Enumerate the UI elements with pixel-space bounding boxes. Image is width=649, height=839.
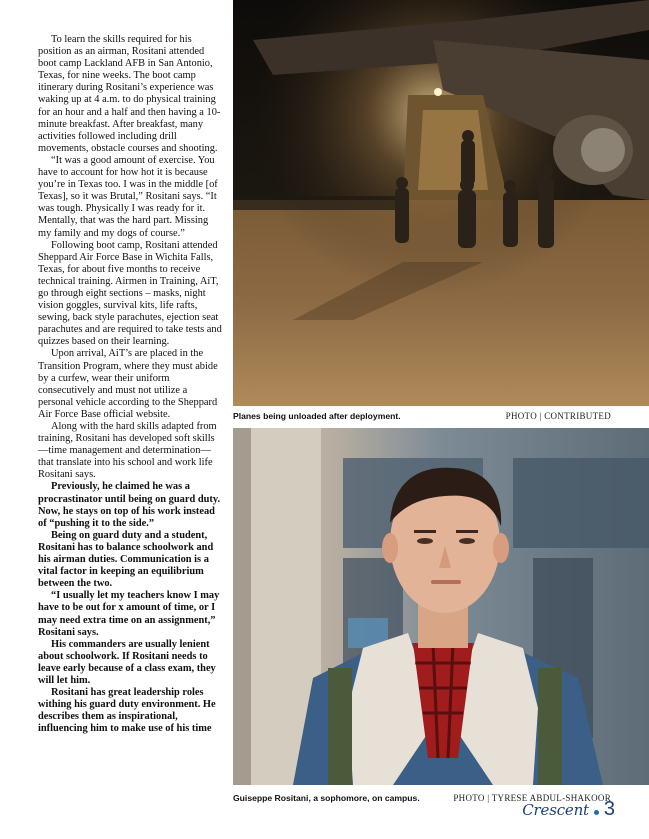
article-paragraph: Being on guard duty and a student, Rositani has to balance schoolwork and his airman duties. Communication is a vital factor in keeping an equilibrium between the two. [38,529,214,590]
photo-caption: Guiseppe Rositani, a sophomore, on campus. [233,793,420,803]
photo-caption-row [233,409,649,423]
plane-unloading-illustration [233,0,649,406]
student-portrait-photo [233,428,649,785]
article-column [38,34,222,735]
article-paragraph: Previously, he claimed he was a procrastinator until being on guard duty. Now, he stays on top of his work instead of “pushing it to the side.” [38,481,221,529]
photo-credit: PHOTO | TYRESE ABDUL-SHAKOOR [453,793,611,803]
logo-dot-icon [594,810,599,815]
article-paragraph: To learn the skills required for his position as an airman, Rositani attended boot camp Lackland AFB in San Antonio, Texas, for nine weeks. The boot camp itinerary during Rositani’s experience was waking up at 4 a.m. to do physical training for an hour and a half and then having a 10-minute breakfast. After breakfast, many activities followed including drill movements, obstacle courses and shooting. [38,34,221,154]
article-paragraph: Upon arrival, AiT’s are placed in the Transition Program, where they must abide by a curfew, wear their uniform consecutively and must not utilize a personal vehicle according to the Sheppard Air Force Base official website. [38,348,218,420]
magazine-logo: Crescent [522,801,589,819]
article-paragraph: “I usually let my teachers know I may have to be out for x amount of time, or I may need extra time on an assignment,” Rositani says. [38,590,220,638]
article-paragraph: Rositani has great leadership roles withing his guard duty environment. He describes them as inspirational, influencing him to make use of his time [38,687,216,735]
article-paragraph: “It was a good amount of exercise. You have to account for how hot it is because you’re in Texas too. I was in the middle [of Texas], so it was Brutal,” Rositani says. “It was tough. Physically I was ready for it. Mentally, that was the hard part. Missing my family and my dogs of course.” [38,154,218,239]
student-portrait-illustration [233,428,649,785]
article-paragraph: Along with the hard skills adapted from training, Rositani has developed soft skills—time management and determination—that translate into his school and work life Rositani says. [38,421,217,481]
article-paragraph: Following boot camp, Rositani attended Sheppard Air Force Base in Wichita Falls, Texas, for about five months to receive technical training. Airmen in Training, AiT, go through eight sections – masks, night vision goggles, survival kits, life rafts, sewing, back style parachutes, ejection seat parachutes and are required to take tests and quizzes based on their learning. [38,239,222,348]
plane-unloading-photo [233,0,649,406]
photo-caption: Planes being unloaded after deployment. [233,411,401,421]
article-paragraph: His commanders are usually lenient about schoolwork. If Rositani needs to leave early because of a class exam, they will let him. [38,638,216,686]
photo-credit: PHOTO | CONTRIBUTED [505,411,611,421]
page-footer [522,799,615,819]
page-number: 3 [603,798,615,820]
